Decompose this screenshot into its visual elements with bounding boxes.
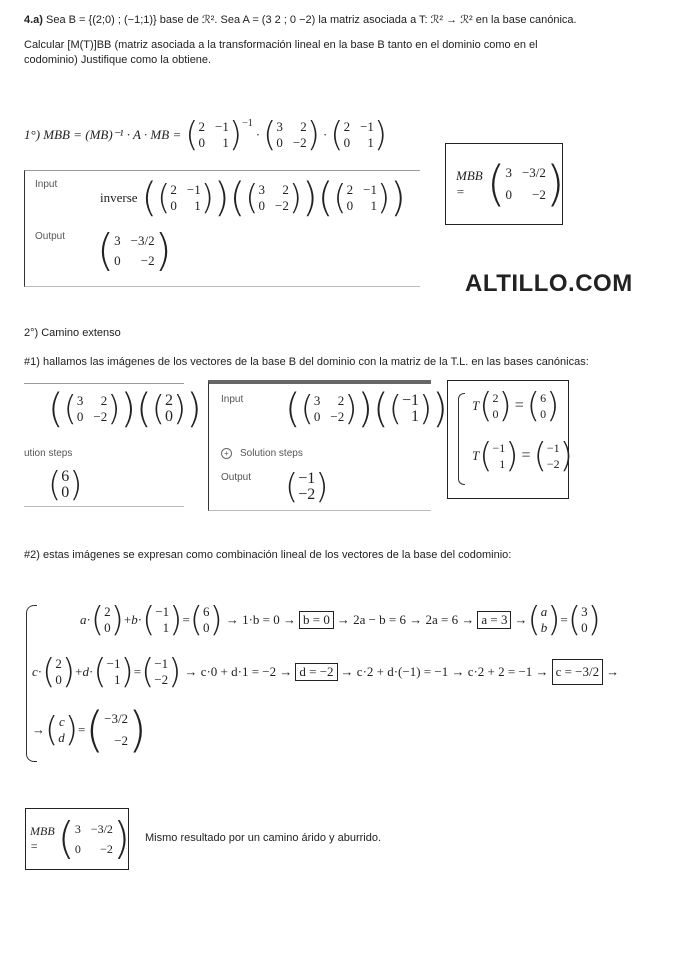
plus-circle-icon[interactable]: + <box>221 448 232 459</box>
calc3-input: ( ( 3 2 0 −2 ) ) ( ( −1 1 ) ) <box>285 386 448 432</box>
cell: 0 <box>346 198 354 213</box>
step2-title: 2°) Camino extenso <box>24 327 121 339</box>
cell: 2 <box>346 182 354 197</box>
cell: −1 <box>360 119 374 134</box>
cell: 0 <box>55 672 62 687</box>
cell: 0 <box>343 135 351 150</box>
cell: 0 <box>104 620 111 635</box>
cell: −2 <box>532 187 546 202</box>
cell: −2 <box>546 457 560 471</box>
cell: 0 <box>313 409 321 424</box>
comb-row1: a · ( 2 0 ) + b · ( −1 1 ) = ( 6 0 ) → 1·b = 0 → b = 0 → 2a − b = 6 → 2a = 6 → a = 3 → ( a b ) = ( 3 0 ) <box>80 600 601 640</box>
calc3-input-label: Input <box>221 394 244 405</box>
calc3-steps-toggle[interactable] <box>221 448 303 459</box>
cell: −2 <box>100 842 113 856</box>
cell: 3 <box>74 822 81 836</box>
cell: −3/2 <box>104 711 129 726</box>
system-eq1: T ( 2 0 ) = ( 6 0 ) <box>472 386 560 426</box>
system-box <box>447 380 573 499</box>
cell: 6 <box>61 468 70 485</box>
row2-mid: → c·2 + d·(−1) = −1 → c·2 + 2 = −1 → <box>340 664 549 679</box>
cell: 2 <box>282 182 289 197</box>
d-result-box: d = −2 <box>295 663 337 681</box>
system-brace <box>458 393 465 485</box>
cell: 0 <box>76 409 84 424</box>
cell: 3 <box>581 604 588 619</box>
cell: 6 <box>203 604 210 619</box>
cell: 0 <box>198 135 205 150</box>
calc1-input-matrices: ( ( 2 −1 0 1 ) ) ( ( 3 2 0 −2 ) ) ( ( 2 −1 0 1 ) ) <box>141 175 406 221</box>
step1-matrix-mb: ( 2 −1 0 1 ) $^{-1}$ <box>185 115 253 155</box>
cell: 1 <box>162 620 170 635</box>
calc2-output: ( 6 0 ) <box>48 465 83 505</box>
a-result-box: a = 3 <box>477 611 511 629</box>
cell: 2 <box>164 392 173 409</box>
calc2-steps-label[interactable]: ution steps <box>24 448 73 459</box>
calc2-input: ( ( 3 2 0 −2 ) ) ( ( 2 0 ) ) <box>48 386 202 432</box>
cell: 0 <box>164 408 173 425</box>
cell: −2 <box>275 198 289 213</box>
cell: −1 <box>214 119 229 134</box>
cell: 2 <box>100 393 108 408</box>
cell: 0 <box>170 198 177 213</box>
calc3-panel <box>208 380 448 511</box>
final-matrix: ( 3 −3/2 0 −2 ) <box>57 813 131 864</box>
cell: −2 <box>330 409 345 424</box>
final-label: MBB = <box>30 824 55 853</box>
step3-sub2: #2) estas imágenes se expresan como combinación lineal de los vectores de la base del codominio: <box>24 549 512 561</box>
cell: 1 <box>370 198 377 213</box>
row1-tail: → 1·b = 0 → <box>225 612 296 627</box>
cell: 1 <box>367 135 374 150</box>
cell: 2 <box>170 182 177 197</box>
comb-row2: c · ( 2 0 ) + d · ( −1 1 ) = ( −1 −2 ) → c·0 + d·1 = −2 → d = −2 → c·2 + d·(−1) = −1 → c·2 + 2 = −1 → c = −3/2 → <box>32 652 620 692</box>
calc1-output-label: Output <box>35 231 66 242</box>
cell: −1 <box>106 656 121 671</box>
cell: 0 <box>61 484 70 501</box>
calc1-output-matrix: ( 3 −3/2 0 −2 ) <box>97 225 172 276</box>
cell: −3/2 <box>130 233 155 248</box>
cell: −2 <box>140 253 155 268</box>
cell: 0 <box>276 135 283 150</box>
cell: 0 <box>203 620 210 635</box>
problem-line-1 <box>24 13 684 28</box>
step1-formula: 1°) MBB = (MB)⁻¹ · A · MB = ( 2 −1 0 1 ) $^{-1}$ · ( 3 2 0 −2 ) · ( 2 −1 0 1 ) <box>24 115 388 155</box>
cell: −2 <box>114 733 129 748</box>
calc3-output: ( −1 −2 ) <box>285 467 329 507</box>
cell: −1 <box>546 441 560 455</box>
row1-mid: → 2a − b = 6 → 2a = 6 → <box>336 612 475 627</box>
calc3-output-label: Output <box>221 472 252 483</box>
cell: 2 <box>198 119 205 134</box>
cell: 1 <box>194 198 201 213</box>
cell: 2 <box>492 391 499 405</box>
cell: 3 <box>505 165 512 180</box>
calc1-input <box>100 175 406 221</box>
cell: −1 <box>401 392 419 409</box>
system-eq2: T ( −1 1 ) = ( −1 −2 ) <box>472 436 573 476</box>
step1-formula-text: 1°) MBB = (MB)⁻¹ · A · MB = <box>24 127 182 142</box>
cell: 3 <box>258 182 266 197</box>
step1-matrix-a: ( 3 2 0 −2 ) <box>263 115 320 155</box>
cell: 2 <box>343 119 351 134</box>
problem-number: 4.a) <box>24 14 43 26</box>
cell: −2 <box>154 672 169 687</box>
calc2-panel <box>24 383 202 507</box>
cell: 1 <box>411 408 419 425</box>
inverse-exponent: −1 <box>242 118 253 129</box>
cell: 2 <box>104 604 111 619</box>
result-label: MBB = <box>456 168 483 199</box>
step2-sub1: #1) hallamos las imágenes de los vectores de la base B del dominio con la matriz de la T.L. en las bases canónicas: <box>24 356 589 368</box>
cell: 3 <box>313 393 321 408</box>
calc1-input-word: inverse <box>100 190 138 205</box>
cell: 0 <box>540 407 547 421</box>
cell: −1 <box>186 182 201 197</box>
cell: 0 <box>114 253 121 268</box>
cell: 3 <box>76 393 84 408</box>
cell: −1 <box>298 470 316 487</box>
final-comment: Mismo resultado por un camino árido y aburrido. <box>145 832 382 844</box>
cell: −1 <box>155 604 170 619</box>
cell: −1 <box>363 182 377 197</box>
result-box-mbb <box>445 143 563 225</box>
cell: 3 <box>114 233 121 248</box>
calc1-panel <box>24 170 420 287</box>
calc1-input-label: Input <box>35 179 58 190</box>
calc3-steps-label[interactable]: Solution steps <box>240 448 303 459</box>
cell: 0 <box>505 187 512 202</box>
cell: −2 <box>292 135 307 150</box>
cell: 0 <box>492 407 499 421</box>
cell: 1 <box>499 457 506 471</box>
cell: −3/2 <box>521 165 546 180</box>
problem-statement <box>24 13 684 68</box>
final-box-mbb <box>25 808 129 870</box>
watermark: ALTILLO.COM <box>465 270 633 297</box>
row2-tail: → c·0 + d·1 = −2 → <box>184 664 293 679</box>
cell: 1 <box>222 135 229 150</box>
cell: −1 <box>154 656 169 671</box>
b-result-box: b = 0 <box>299 611 334 629</box>
cell: 1 <box>113 672 121 687</box>
cell: 3 <box>276 119 283 134</box>
comb-row3: → ( c d ) = ( −3/2 −2 ) <box>32 702 147 758</box>
cell: −3/2 <box>90 822 113 836</box>
cell: 0 <box>581 620 588 635</box>
problem-line-2: Calcular [M(T)]BB (matriz asociada a la transformación lineal en la base B tanto en el dominio como en el <box>24 39 538 51</box>
cell: 2 <box>55 656 62 671</box>
step1-matrix-mb2: ( 2 −1 0 1 ) <box>330 115 388 155</box>
cell: 0 <box>258 198 266 213</box>
cell: 2 <box>300 119 307 134</box>
result-matrix: ( 3 −3/2 0 −2 ) <box>486 156 565 212</box>
cell: −1 <box>492 441 506 455</box>
problem-line-1-text: Sea B = {(2;0) ; (−1;1)} base de ℛ². Sea A = (3 2 ; 0 −2) la matriz asociada a T: ℛ² → ℛ² en la base canónica. <box>46 14 577 26</box>
cell: −2 <box>93 409 108 424</box>
c-result-box: c = −3/2 <box>552 659 604 685</box>
cell: 6 <box>540 391 547 405</box>
cell: 2 <box>337 393 345 408</box>
cell: −2 <box>298 486 316 503</box>
cell: 0 <box>74 842 81 856</box>
problem-line-3: codominio) Justifique como la obtiene. <box>24 54 212 66</box>
